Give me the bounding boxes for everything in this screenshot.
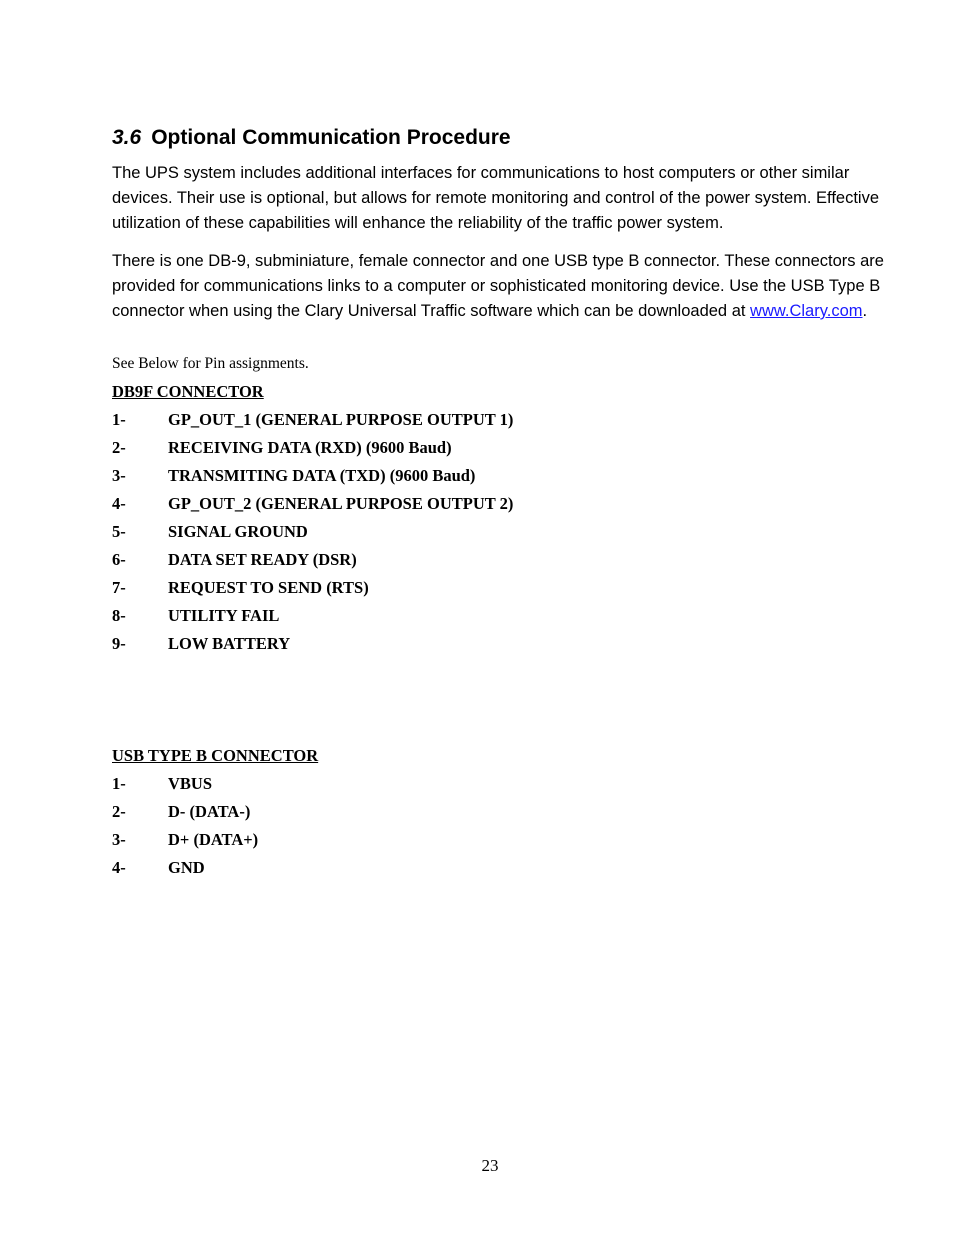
pin-label: GP_OUT_1 (GENERAL PURPOSE OUTPUT 1) [168, 410, 514, 429]
section-title: Optional Communication Procedure [151, 126, 511, 149]
pin-number: 1- [112, 774, 126, 793]
pin-number: 2- [112, 438, 126, 457]
pin-number: 1- [112, 410, 126, 429]
pin-number: 3- [112, 466, 126, 485]
clary-website-link[interactable]: www.Clary.com [750, 302, 863, 320]
intro-paragraph: The UPS system includes additional interfaces for communications to host computers or other similar devices. Their use is optional, but allows for remote monitoring and control of the power system. Effective utilization of these capabilities will enhance the reliability of the traffic power system. [112, 164, 880, 232]
db9-pin-row [112, 634, 812, 662]
pin-label: VBUS [168, 774, 213, 793]
connector-paragraph [112, 249, 902, 324]
section-heading [112, 126, 511, 150]
db9-pin-row [112, 550, 812, 578]
pin-number: 4- [112, 494, 126, 513]
usb-section-title: USB TYPE B CONNECTOR [112, 746, 319, 765]
pin-number: 3- [112, 830, 126, 849]
connector-paragraph-end: . [862, 302, 868, 320]
db9-pin-row [112, 606, 812, 634]
db9-pin-row [112, 466, 812, 494]
pin-label: LOW BATTERY [168, 634, 291, 653]
db9-pin-list [112, 410, 812, 662]
usb-pin-row [112, 858, 812, 886]
pin-assignment-note: See Below for Pin assignments. [112, 355, 309, 372]
db9-pin-row [112, 494, 812, 522]
pin-number: 5- [112, 522, 126, 541]
db9-pin-row [112, 410, 812, 438]
pin-label: RECEIVING DATA (RXD) (9600 Baud) [168, 438, 452, 457]
pin-label: TRANSMITING DATA (TXD) (9600 Baud) [168, 466, 476, 485]
db9-pin-row [112, 438, 812, 466]
connector-paragraph-text: There is one DB-9, subminiature, female connector and one USB type B connector. These connectors are provided for communications links to a computer or sophisticated monitoring device. Use the USB Type B connector when using the Clary Universal Traffic software which can be downloaded at [112, 252, 884, 320]
pin-label: GND [168, 858, 205, 877]
pin-number: 9- [112, 634, 126, 653]
pin-label: D+ (DATA+) [168, 830, 259, 849]
usb-pin-row [112, 802, 812, 830]
pin-number: 7- [112, 578, 126, 597]
db9-pin-row [112, 578, 812, 606]
usb-pin-row [112, 774, 812, 802]
pin-number: 2- [112, 802, 126, 821]
pin-number: 4- [112, 858, 126, 877]
pin-label: SIGNAL GROUND [168, 522, 308, 541]
usb-pin-row [112, 830, 812, 858]
usb-pin-list [112, 774, 812, 886]
pin-number: 6- [112, 550, 126, 569]
db9-section-title: DB9F CONNECTOR [112, 382, 264, 401]
page-number: 23 [481, 1156, 499, 1175]
db9-pin-row [112, 522, 812, 550]
pin-label: GP_OUT_2 (GENERAL PURPOSE OUTPUT 2) [168, 494, 514, 513]
pin-number: 8- [112, 606, 126, 625]
pin-label: REQUEST TO SEND (RTS) [168, 578, 369, 597]
pin-label: UTILITY FAIL [168, 606, 280, 625]
section-number: 3.6 [112, 126, 142, 149]
pin-label: D- (DATA-) [168, 802, 251, 821]
pin-label: DATA SET READY (DSR) [168, 550, 357, 569]
